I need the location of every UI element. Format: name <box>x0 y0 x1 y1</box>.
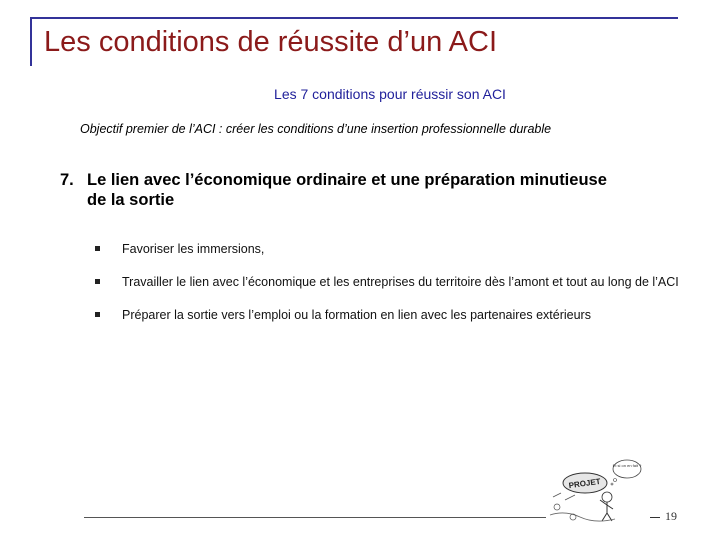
bullet-text: Favoriser les immersions, <box>122 242 265 256</box>
slide-title: Les conditions de réussite d’un ACI <box>44 26 497 58</box>
heading-line1: Le lien avec l’économique ordinaire et une préparation minutieuse <box>87 171 607 189</box>
bullet-text: Préparer la sortie vers l’emploi ou la formation en lien avec les partenaires extérieurs <box>122 308 591 322</box>
list-item <box>95 241 685 258</box>
bullet-list <box>95 241 685 340</box>
slide-subtitle: Les 7 conditions pour réussir son ACI <box>274 86 506 102</box>
list-item <box>95 307 685 324</box>
footer-rule <box>84 517 546 518</box>
projet-cartoon-illustration <box>545 455 645 525</box>
bullet-icon <box>95 246 100 251</box>
objective-text: Objectif premier de l’ACI : créer les conditions d’une insertion professionnelle durable <box>80 122 552 136</box>
page-number <box>650 509 677 524</box>
page-dash <box>650 517 660 518</box>
heading-number: 7. <box>60 171 74 189</box>
heading-line2: de la sortie <box>87 191 175 209</box>
title-frame-left <box>30 17 32 66</box>
list-item <box>95 274 685 291</box>
bullet-icon <box>95 312 100 317</box>
bullet-icon <box>95 279 100 284</box>
bullet-text: Travailler le lien avec l’économique et les entreprises du territoire dès l’amont et tout au long de l’ACI <box>122 275 679 289</box>
bubble-text: Et si on en fait ? <box>612 463 642 468</box>
section-heading <box>60 170 670 210</box>
character-head-icon <box>602 492 612 502</box>
title-frame-top <box>30 17 678 19</box>
page-number-text: 19 <box>665 509 677 523</box>
sign-text: PROJET <box>568 476 602 491</box>
